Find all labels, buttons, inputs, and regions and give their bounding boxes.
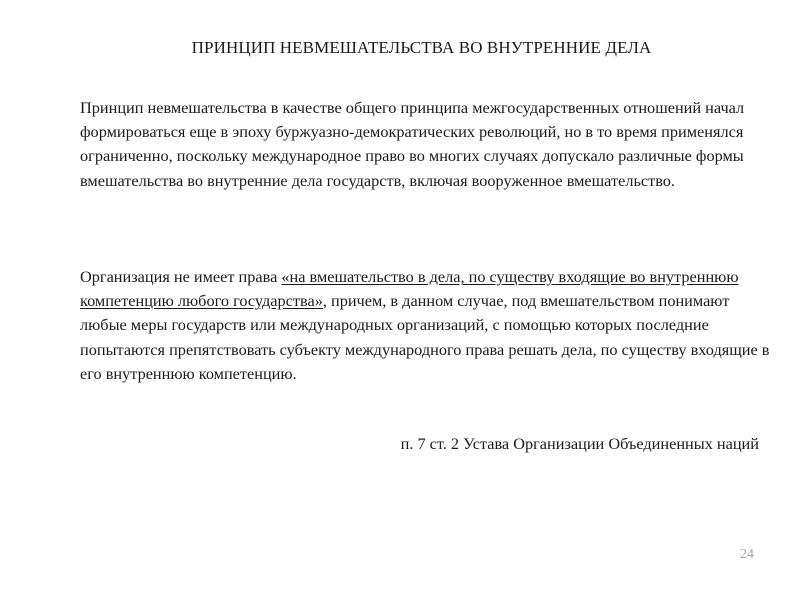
slide-title: ПРИНЦИП НЕВМЕШАТЕЛЬСТВА ВО ВНУТРЕННИЕ ДЕЛА <box>191 38 652 57</box>
page-number: 24 <box>740 547 754 562</box>
paragraph-text-before-quote: Организация не имеет права <box>80 267 282 286</box>
paragraph-history: Принцип невмешательства в качестве общего принципа межгосударственных отношений начал формироваться еще в эпоху буржуазно-демократических революций, но в то время применялся ограниченно, поскольку международное право во многих случаях допускало различные формы вмешательства во внутренние дела государств, включая вооруженное вмешательство. <box>80 98 745 190</box>
paragraph-text-after-quote: , причем, в данном случае, под вмешательством понимают любые меры государств или международных организаций, с помощью которых последние попытаются препятствовать субъекту международного права решать дела, по существу входящие в его внутреннюю компетенцию. <box>80 291 770 383</box>
charter-quote: «на вмешательство в дела, по существу входящие во внутреннюю компетенцию любого государства» <box>80 267 739 311</box>
paragraph-un-charter <box>80 265 770 386</box>
source-citation: п. 7 ст. 2 Устава Организации Объединенных наций <box>400 434 759 453</box>
